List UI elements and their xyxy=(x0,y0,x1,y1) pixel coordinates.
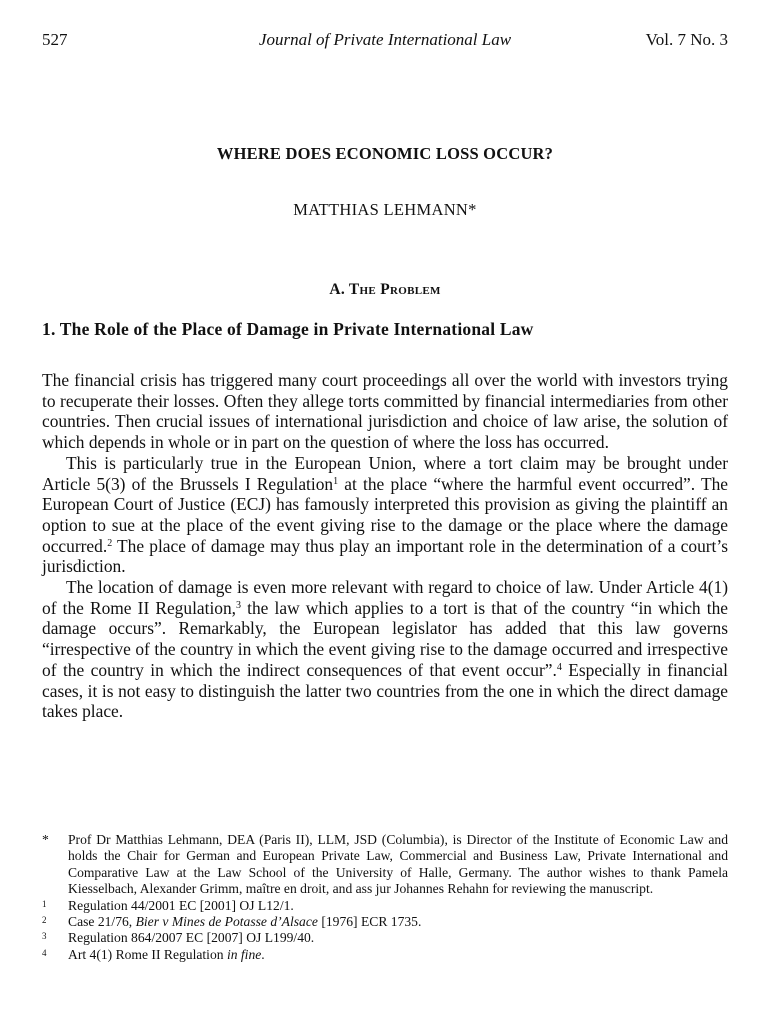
footnote xyxy=(42,898,728,914)
footnote xyxy=(42,914,728,930)
footnote-text xyxy=(68,898,728,914)
footnotes xyxy=(42,832,728,963)
footnote xyxy=(42,832,728,898)
text-run: [1976] ECR 1735. xyxy=(317,914,422,930)
italic-text: in fine xyxy=(226,946,262,962)
footnote-marker: 1 xyxy=(42,898,47,909)
body-text xyxy=(42,370,728,722)
footnote-reference: 2 xyxy=(107,537,113,549)
paragraph xyxy=(42,453,728,577)
footnote-marker: 3 xyxy=(42,931,47,942)
text-run: Regulation 44/2001 EC [2001] OJ L12/1. xyxy=(68,897,294,913)
text-run: This is particularly true in the European Union, where a tort claim may be brought under Article 5(3) of the Brussels I Regulation xyxy=(42,452,728,494)
text-run: The financial crisis has triggered many court proceedings all over the world with investors trying to recuperate their losses. Often they allege torts committed by financial intermediaries from other countries. Then crucial issues of international jurisdiction and choice of law arise, the solution of which depends in whole or in part on the question of where the loss has occurred. xyxy=(42,370,728,453)
paragraph xyxy=(42,370,728,453)
text-run: Case 21/76, xyxy=(68,914,136,930)
footnote-text xyxy=(68,930,728,946)
section-heading: A. The Problem xyxy=(329,281,441,298)
page-number: 527 xyxy=(42,30,68,49)
subsection-heading: 1. The Role of the Place of Damage in Private International Law xyxy=(42,319,534,339)
text-run: Regulation 864/2007 EC [2007] OJ L199/40. xyxy=(68,930,315,946)
volume-issue: Vol. 7 No. 3 xyxy=(645,30,728,49)
text-run: the law which applies to a tort is that of the country “in which the damage occurs”. Remarkably, the European legislator has added that this law governs “irrespective of the country in which the event giving rise to the damage occurred and irrespective of the country in which the indirect consequences of that event occur”. xyxy=(42,597,728,680)
footnote-reference: 1 xyxy=(333,475,339,487)
journal-page xyxy=(42,0,728,1024)
footnote-text xyxy=(68,832,728,898)
text-run: . xyxy=(261,946,265,962)
article-title: WHERE DOES ECONOMIC LOSS OCCUR? xyxy=(216,144,554,163)
footnote-marker: * xyxy=(42,832,49,847)
footnote-text xyxy=(68,914,728,930)
footnote-text xyxy=(68,947,728,963)
text-run: Art 4(1) Rome II Regulation xyxy=(68,946,227,962)
footnote-marker: 2 xyxy=(42,915,47,926)
footnote xyxy=(42,947,728,963)
text-run: The location of damage is even more relevant with regard to choice of law. Under Article 4(1) of the Rome II Regulation, xyxy=(42,577,728,618)
footnote-reference: 4 xyxy=(556,661,562,673)
footnote xyxy=(42,930,728,946)
article-author: MATTHIAS LEHMANN* xyxy=(293,200,477,219)
footnote-reference: 3 xyxy=(236,599,242,611)
text-run: The place of damage may thus play an important role in the determination of a court’s jurisdiction. xyxy=(42,535,728,577)
journal-name: Journal of Private International Law xyxy=(258,30,512,49)
text-run: at the place “where the harmful event occurred”. The European Court of Justice (ECJ) has famously interpreted this provision as giving the plaintiff an option to sue at the place of the event giving rise to the damage or the place where the damage occurred. xyxy=(42,473,728,556)
italic-text: Bier v Mines de Potasse d’Alsace xyxy=(135,914,318,930)
running-head xyxy=(42,30,728,52)
text-run: Prof Dr Matthias Lehmann, DEA (Paris II), LLM, JSD (Columbia), is Director of the Institute of Economic Law and holds the Chair for German and European Private Law, Commercial and Business Law, Private International and Comparative Law at the Law School of the University of Halle, Germany. The author wishes to thank Pamela Kiesselbach, Alexander Grimm, maître en droit, and ass jur Johannes Rehahn for reviewing the manuscript. xyxy=(68,832,728,897)
text-run: Especially in financial cases, it is not easy to distinguish the latter two countries from the one in which the direct damage takes place. xyxy=(42,659,728,722)
paragraph xyxy=(42,577,728,722)
footnote-marker: 4 xyxy=(42,947,47,958)
